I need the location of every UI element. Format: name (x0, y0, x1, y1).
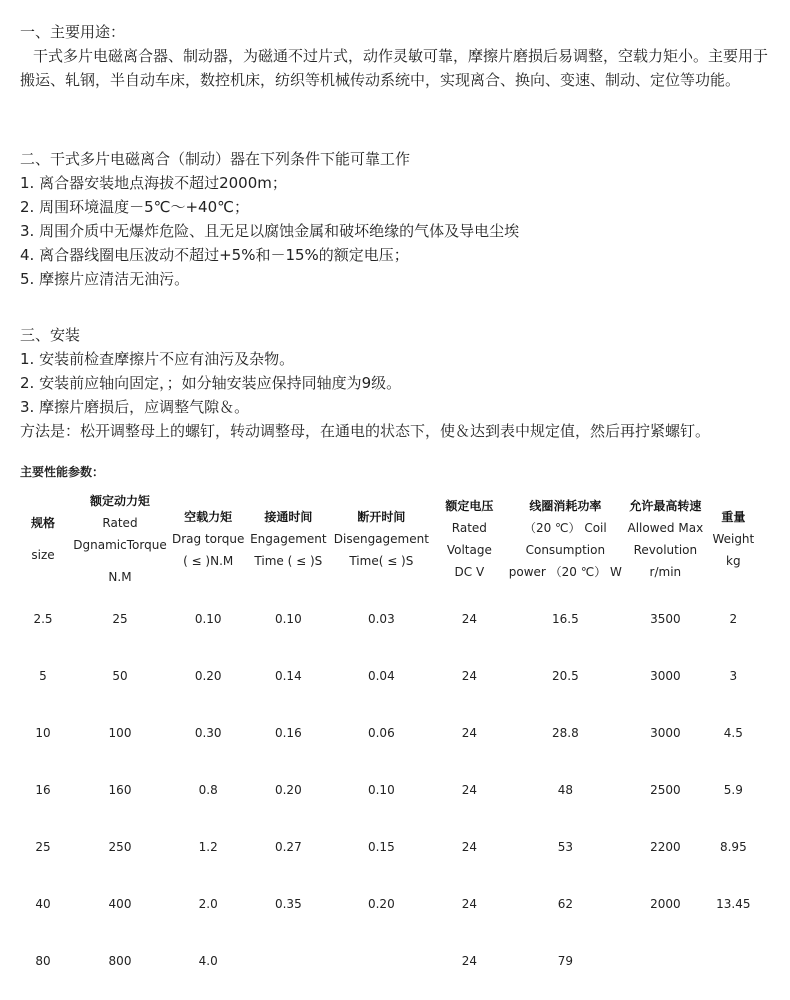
conditions-heading: 二、干式多片电磁离合（制动）器在下列条件下能可靠工作 (20, 150, 411, 168)
table-cell: 0.06 (367, 725, 395, 740)
condition-item: 5. 摩擦片应清洁无油污。 (20, 270, 190, 288)
table-cell: 53 (557, 839, 573, 854)
column-header (430, 488, 508, 590)
table-row (18, 590, 758, 647)
table-cell: 0.10 (274, 611, 302, 626)
table-cell: 16 (35, 782, 51, 797)
table-cell: 0.16 (274, 725, 302, 740)
table-cell: 4.0 (198, 953, 218, 968)
column-header (18, 488, 68, 590)
table-cell: 100 (108, 725, 132, 740)
table-cell: 3000 (650, 725, 681, 740)
table-cell: 250 (108, 839, 132, 854)
column-header-en: Allowed Max (627, 521, 704, 535)
table-cell: 0.27 (274, 839, 302, 854)
table-cell: 2.5 (33, 611, 53, 626)
table-cell: 0.15 (367, 839, 395, 854)
condition-item: 2. 周围环境温度－5℃～+40℃； (20, 198, 249, 216)
table-cell: 0.20 (367, 896, 395, 911)
column-header (508, 488, 622, 590)
table-cell: 3000 (650, 668, 681, 683)
table-cell: 2000 (650, 896, 681, 911)
table-cell (622, 932, 708, 989)
uses-heading: 一、主要用途： (20, 23, 126, 41)
table-cell: 4.5 (723, 725, 743, 740)
table-cell: 8.95 (719, 839, 747, 854)
table-cell: 2200 (650, 839, 681, 854)
table-cell: 62 (557, 896, 573, 911)
table-cell: 24 (461, 725, 477, 740)
performance-title: 主要性能参数： (20, 465, 105, 479)
table-row (18, 704, 758, 761)
column-header-en: Voltage (446, 543, 492, 557)
table-cell: 24 (461, 668, 477, 683)
column-header-en: Engagement (250, 532, 327, 546)
table-cell: 48 (557, 782, 573, 797)
table-cell: 79 (557, 953, 573, 968)
column-header-en: ( ≤ )N.M (183, 554, 234, 568)
column-header-cn: 允许最高转速 (629, 499, 702, 513)
table-cell: 3500 (650, 611, 681, 626)
column-header-cn: 额定动力矩 (89, 494, 150, 508)
column-header-en: （20 ℃） Coil (523, 521, 607, 535)
installation-method: 方法是：松开调整母上的螺钉，转动调整母，在通电的状态下，使＆达到表中规定值，然后再拧紧螺钉。 (20, 422, 711, 440)
table-row (18, 761, 758, 818)
table-row (18, 818, 758, 875)
table-cell: 0.20 (274, 782, 302, 797)
table-cell: 400 (108, 896, 132, 911)
table-header (18, 488, 758, 590)
column-header-en: Revolution (633, 543, 698, 557)
table-cell: 2.0 (198, 896, 218, 911)
column-header-en: Time( ≤ )S (349, 554, 414, 568)
column-header-en: Consumption (525, 543, 606, 557)
condition-item: 1. 离合器安装地点海拔不超过2000m； (20, 174, 287, 192)
column-header (622, 488, 708, 590)
table-cell: 0.35 (274, 896, 302, 911)
column-header-cn: 规格 (30, 516, 55, 530)
column-header-en: DgnamicTorque (73, 538, 167, 552)
table-cell: 0.04 (367, 668, 395, 683)
column-header-cn: 重量 (721, 510, 746, 524)
table-cell: 0.20 (194, 668, 222, 683)
table-row (18, 875, 758, 932)
table-cell: 2500 (650, 782, 681, 797)
column-header-en (18, 534, 68, 544)
table-cell: 40 (35, 896, 51, 911)
table-cell: 3 (729, 668, 738, 683)
performance-table (18, 488, 758, 989)
table-cell: 24 (461, 953, 477, 968)
column-header-cn: 线圈消耗功率 (529, 499, 602, 513)
table-cell: 24 (461, 896, 477, 911)
column-header-en: Rated (451, 521, 487, 535)
column-header (708, 488, 758, 590)
column-header-cn: 额定电压 (445, 499, 494, 513)
column-header-en: Weight (712, 532, 755, 546)
table-row (18, 647, 758, 704)
column-header-en: Drag torque (172, 532, 245, 546)
table-cell: 24 (461, 611, 477, 626)
table-cell: 2 (729, 611, 738, 626)
uses-paragraph: 干式多片电磁离合器、制动器，为磁通不过片式，动作灵敏可靠，摩擦片磨损后易调整，空载力矩小。主要用于搬运、轧钢，半自动车床，数控机床，纺织等机械传动系统中，实现离合、换向、变速、制动、定位等功能。 (20, 47, 769, 89)
column-header (68, 488, 172, 590)
installation-item: 1. 安装前检查摩擦片不应有油污及杂物。 (20, 350, 295, 368)
header-row (18, 488, 758, 590)
section-conditions (20, 147, 780, 291)
table-cell: 10 (35, 725, 51, 740)
installation-item: 3. 摩擦片磨损后，应调整气隙＆。 (20, 398, 250, 416)
column-header-cn: 接通时间 (264, 510, 313, 524)
table-cell: 28.8 (551, 725, 579, 740)
column-header-en: power （20 ℃） W (508, 565, 622, 579)
table-cell: 5 (39, 668, 47, 683)
installation-heading: 三、安装 (20, 326, 81, 344)
column-header-cn: 断开时间 (357, 510, 406, 524)
column-header-en: DC V (454, 565, 485, 579)
table-body (18, 590, 758, 989)
table-cell: 50 (112, 668, 128, 683)
table-cell: 13.45 (716, 896, 751, 911)
table-cell (244, 932, 332, 989)
table-cell: 80 (35, 953, 51, 968)
table-cell: 24 (461, 839, 477, 854)
column-header-en: Rated (102, 516, 138, 530)
column-header-en: size (31, 548, 55, 562)
table-cell: 0.30 (194, 725, 222, 740)
column-header (244, 488, 332, 590)
condition-item: 4. 离合器线圈电压波动不超过+5%和－15%的额定电压； (20, 246, 409, 264)
table-cell: 1.2 (198, 839, 218, 854)
condition-item: 3. 周围介质中无爆炸危险、且无足以腐蚀金属和破坏绝缘的气体及导电尘埃 (20, 222, 520, 240)
table-cell: 0.03 (367, 611, 395, 626)
table-cell: 160 (108, 782, 132, 797)
table-cell: 20.5 (551, 668, 579, 683)
table-row (18, 932, 758, 989)
column-header-en: N.M (108, 570, 132, 584)
column-header-cn: 空载力矩 (184, 510, 233, 524)
column-header-en (68, 556, 172, 566)
column-header (172, 488, 244, 590)
column-header-en: kg (726, 554, 741, 568)
table-cell: 0.8 (198, 782, 218, 797)
table-cell: 16.5 (551, 611, 579, 626)
table-cell: 0.10 (194, 611, 222, 626)
table-cell (332, 932, 430, 989)
column-header (332, 488, 430, 590)
column-header-en: Time ( ≤ )S (254, 554, 323, 568)
column-header-en: Disengagement (333, 532, 429, 546)
installation-item: 2. 安装前应轴向固定，；如分轴安装应保持同轴度为9级。 (20, 374, 402, 392)
section-installation (20, 323, 780, 443)
table-cell: 0.10 (367, 782, 395, 797)
table-cell: 25 (35, 839, 51, 854)
table-cell: 800 (108, 953, 132, 968)
table-cell: 24 (461, 782, 477, 797)
section-uses (20, 20, 780, 92)
table-cell: 5.9 (723, 782, 743, 797)
table-cell: 0.14 (274, 668, 302, 683)
table-cell (708, 932, 758, 989)
column-header-en: r/min (649, 565, 682, 579)
table-cell: 25 (112, 611, 128, 626)
